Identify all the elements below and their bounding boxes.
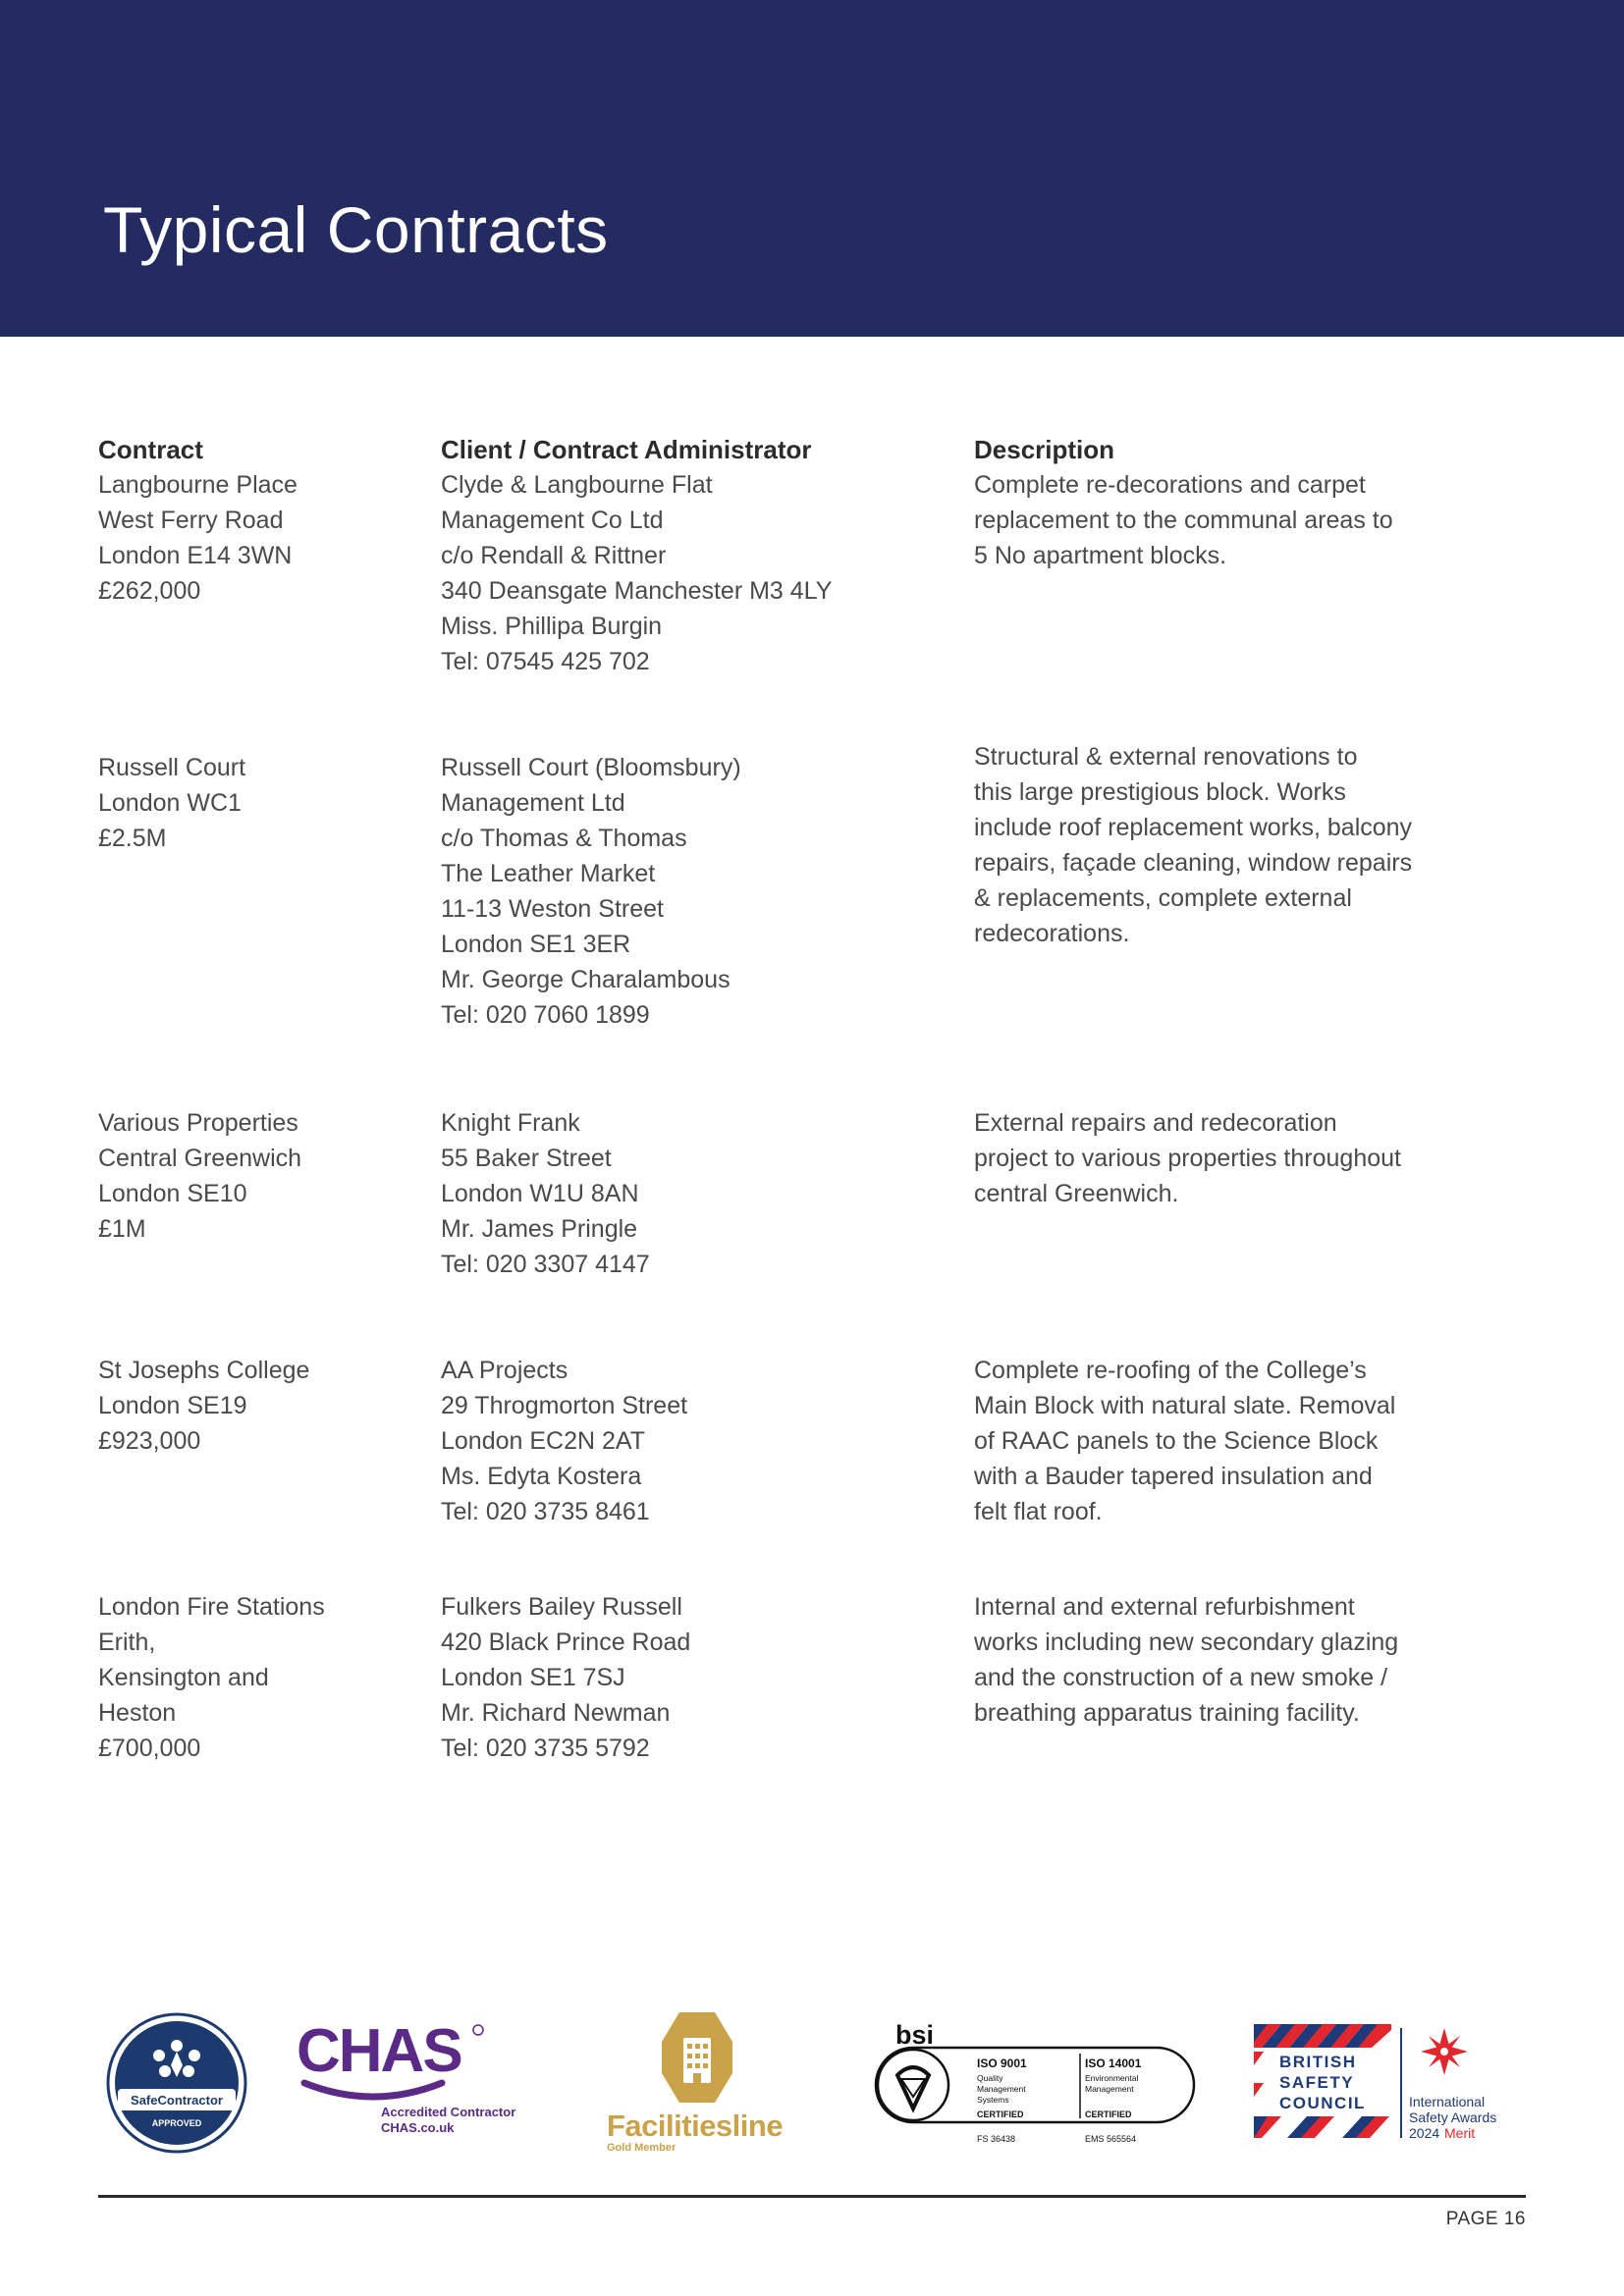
description-cell [974,467,1485,573]
british-safety-council-logo [1252,2022,1527,2145]
contract-value: £2.5M [98,825,167,852]
description-cell [974,739,1485,951]
chas-url: CHAS.co.uk [381,2120,455,2135]
contract-line: London SE10 [98,1180,247,1207]
client-line: London SE1 7SJ [441,1664,625,1691]
client-phone: Tel: 020 7060 1899 [441,1001,650,1029]
contract-line: London E14 3WN [98,542,293,569]
client-line: The Leather Market [441,860,656,887]
contract-cell [98,1589,422,1766]
client-line: Russell Court (Bloomsbury) [441,754,741,781]
contract-line: Various Properties [98,1109,298,1137]
description-line: redecorations. [974,920,1130,947]
client-cell [441,1589,951,1766]
client-line: c/o Thomas & Thomas [441,825,687,852]
description-cell [974,1105,1485,1211]
contract-cell [98,467,422,609]
contract-value: £700,000 [98,1735,201,1762]
safecontractor-name: SafeContractor [131,2093,223,2108]
description-line: project to various properties throughout [974,1145,1401,1172]
client-line: Ms. Edyta Kostera [441,1463,642,1490]
description-line: External repairs and redecoration [974,1109,1337,1137]
description-line: Internal and external refurbishment [974,1593,1355,1621]
bsc-line1: BRITISH [1279,2053,1357,2071]
client-line: 11-13 Weston Street [441,895,664,923]
description-line: repairs, façade cleaning, window repairs [974,849,1413,877]
description-line: & replacements, complete external [974,884,1352,912]
iso14001-status: CERTIFIED [1085,2109,1132,2119]
description-line: include roof replacement works, balcony [974,814,1413,841]
contract-line: St Josephs College [98,1357,310,1384]
client-line: London SE1 3ER [441,931,631,958]
contract-value: £262,000 [98,577,201,605]
bsc-award-year: 2024 [1409,2125,1440,2141]
contract-line: Heston [98,1699,177,1727]
contract-line: Russell Court [98,754,246,781]
description-line: breathing apparatus training facility. [974,1699,1360,1727]
bsc-award-line2: Safety Awards [1409,2109,1497,2125]
description-line: Complete re-roofing of the College’s [974,1357,1367,1384]
client-cell [441,750,951,1033]
safecontractor-logo [106,2012,247,2154]
contract-value: £923,000 [98,1427,201,1455]
contract-line: London Fire Stations [98,1593,325,1621]
client-line: 420 Black Prince Road [441,1629,691,1656]
client-line: 29 Throgmorton Street [441,1392,688,1419]
contract-cell [98,1353,422,1459]
description-line: Complete re-decorations and carpet [974,471,1366,499]
page-header [0,0,1624,337]
client-line: Miss. Phillipa Burgin [441,613,663,640]
iso9001-text: Quality [977,2073,1003,2083]
bsc-line2: SAFETY [1279,2073,1355,2092]
client-line: Clyde & Langbourne Flat [441,471,713,499]
footer-divider [98,2195,1526,2198]
client-line: Knight Frank [441,1109,580,1137]
description-line: this large prestigious block. Works [974,778,1346,806]
description-line: 5 No apartment blocks. [974,542,1227,569]
contract-line: Langbourne Place [98,471,298,499]
description-line: central Greenwich. [974,1180,1179,1207]
description-cell [974,1589,1485,1731]
iso9001-text: Management [977,2084,1026,2094]
iso9001-code: ISO 9001 [977,2056,1027,2070]
chas-wordmark: CHAS [297,2017,461,2085]
description-line: felt flat roof. [974,1498,1103,1525]
contract-line: Central Greenwich [98,1145,302,1172]
bsc-award-line1: International [1409,2094,1486,2109]
column-header-description: Description [974,435,1115,464]
facilitiesline-logo [599,2008,815,2156]
client-line: c/o Rendall & Rittner [441,542,667,569]
accreditation-logos [98,2002,1527,2169]
description-line: replacement to the communal areas to [974,507,1393,534]
contract-line: London SE19 [98,1392,247,1419]
client-phone: Tel: 07545 425 702 [441,648,650,675]
contract-line: Erith, [98,1629,156,1656]
bsi-logo [874,2020,1198,2148]
column-header-client: Client / Contract Administrator [441,435,812,464]
client-cell [441,467,951,679]
chas-logo [295,2014,516,2152]
client-line: Management Co Ltd [441,507,664,534]
client-cell [441,1353,951,1529]
bsc-line3: COUNCIL [1279,2094,1366,2112]
client-line: Management Ltd [441,789,625,817]
description-line: and the construction of a new smoke / [974,1664,1388,1691]
client-line: Fulkers Bailey Russell [441,1593,682,1621]
contract-line: London WC1 [98,789,242,817]
client-line: Mr. James Pringle [441,1215,638,1243]
page-title: Typical Contracts [103,193,609,266]
facilitiesline-tier: Gold Member [607,2142,677,2154]
client-line: 55 Baker Street [441,1145,612,1172]
client-line: London W1U 8AN [441,1180,639,1207]
contract-cell [98,750,422,856]
client-line: Mr. George Charalambous [441,966,731,993]
page-number: PAGE 16 [1445,2209,1526,2229]
contract-line: Kensington and [98,1664,269,1691]
description-cell [974,1353,1485,1529]
client-phone: Tel: 020 3307 4147 [441,1251,650,1278]
client-line: AA Projects [441,1357,568,1384]
bsc-award-merit: Merit [1444,2125,1476,2141]
client-cell [441,1105,951,1282]
client-phone: Tel: 020 3735 8461 [441,1498,650,1525]
description-line: works including new secondary glazing [974,1629,1399,1656]
client-line: Mr. Richard Newman [441,1699,671,1727]
chas-accredited: Accredited Contractor [381,2105,516,2119]
contract-cell [98,1105,422,1247]
contract-line: West Ferry Road [98,507,284,534]
iso14001-text: Management [1085,2084,1134,2094]
safecontractor-status: APPROVED [151,2118,202,2128]
contract-value: £1M [98,1215,146,1243]
bsi-wordmark: bsi [895,2020,935,2050]
iso14001-cert-number: EMS 565564 [1085,2134,1137,2144]
description-line: Structural & external renovations to [974,743,1358,771]
facilitiesline-wordmark: Facilitiesline [607,2109,784,2143]
client-line: 340 Deansgate Manchester M3 4LY [441,577,833,605]
iso9001-status: CERTIFIED [977,2109,1024,2119]
description-line: of RAAC panels to the Science Block [974,1427,1379,1455]
client-line: London EC2N 2AT [441,1427,645,1455]
column-header-contract: Contract [98,435,203,464]
client-phone: Tel: 020 3735 5792 [441,1735,650,1762]
iso9001-cert-number: FS 36438 [977,2134,1016,2144]
iso14001-text: Environmental [1085,2073,1139,2083]
iso9001-text: Systems [977,2095,1009,2105]
iso14001-code: ISO 14001 [1085,2056,1142,2070]
description-line: with a Bauder tapered insulation and [974,1463,1373,1490]
description-line: Main Block with natural slate. Removal [974,1392,1396,1419]
